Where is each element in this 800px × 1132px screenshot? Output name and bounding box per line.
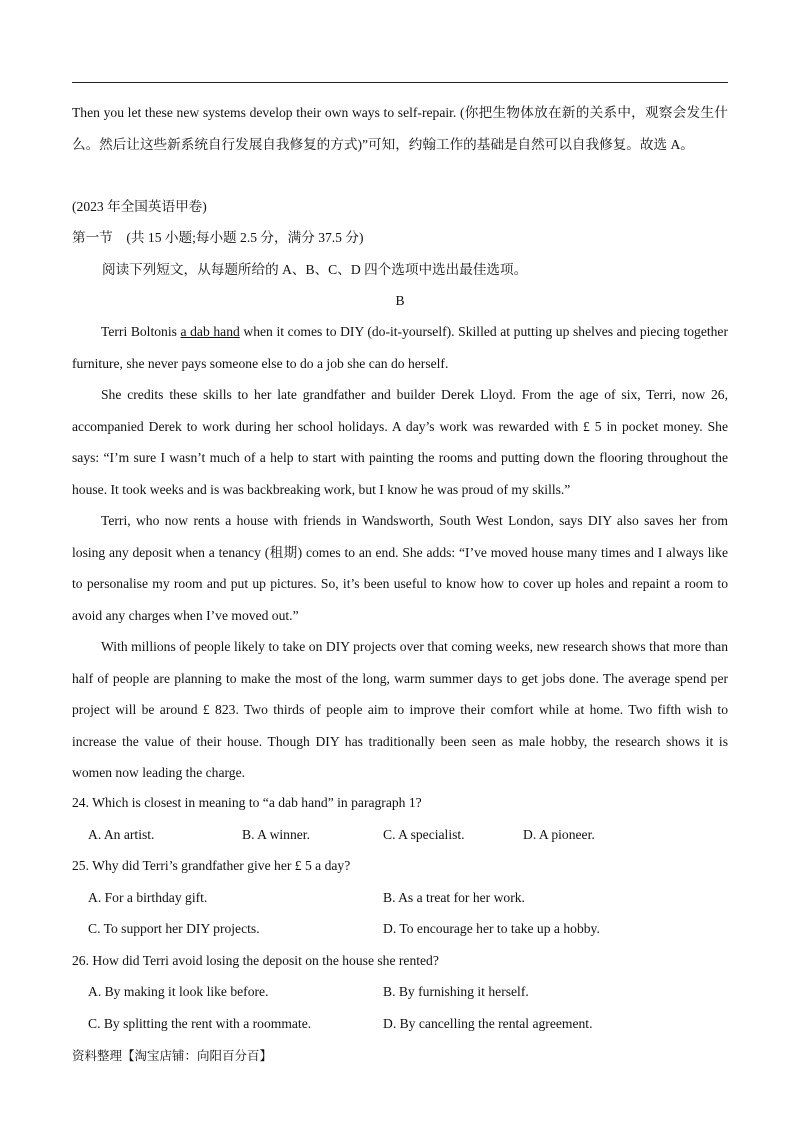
instructions: 阅读下列短文，从每题所给的 A、B、C、D 四个选项中选出最佳选项。: [102, 262, 528, 277]
passage-letter: B: [395, 293, 405, 308]
q26-option-b: B. By furnishing it herself.: [383, 984, 529, 999]
section-heading: 第一节 (共 15 小题;每小题 2.5 分，满分 37.5 分): [72, 230, 364, 245]
question-24-stem: 24. Which is closest in meaning to “a dab hand” in paragraph 1?: [72, 795, 422, 810]
q25-option-b: B. As a treat for her work.: [383, 890, 525, 905]
footer-note: 资料整理【淘宝店铺：向阳百分百】: [72, 1048, 273, 1063]
passage-paragraph-2: She credits these skills to her late grandfather and builder Derek Lloyd. From the age of six, Terri, now 26, accompanied Derek to work during her school holidays. A day’s work was rewarded with £ 5 in pocket money. She says: “I’m sure I wasn’t much of a help to start with painting the rooms and putting down the flooring throughout the house. It took weeks and is was backbreaking work, but I know he was proud of my skills.”: [72, 387, 728, 497]
q26-option-a: A. By making it look like before.: [88, 984, 269, 999]
q24-option-a: A. An artist.: [88, 827, 155, 842]
passage-paragraph-3: Terri, who now rents a house with friends in Wandsworth, South West London, says DIY also saves her from losing any deposit when a tenancy (租期) comes to an end. She adds: “I’ve moved house many times and I always like to personalise my room and put up pictures. So, it’s been useful to know how to cover up holes and repaint a room to avoid any charges when I’ve moved out.”: [72, 513, 728, 623]
passage-paragraph-1: [72, 316, 728, 379]
intro-paragraph: Then you let these new systems develop their own ways to self-repair. (你把生物体放在新的关系中，观察会发生什么。然后让这些新系统自行发展自我修复的方式)”可知，约翰工作的基础是自然可以自我修复。故选 A。: [72, 105, 728, 152]
p1-text-start: Terri Boltonis: [101, 324, 181, 339]
q25-option-a: A. For a birthday gift.: [88, 890, 208, 905]
q24-option-d: D. A pioneer.: [523, 827, 595, 842]
question-26-stem: 26. How did Terri avoid losing the deposit on the house she rented?: [72, 953, 439, 968]
q24-option-c: C. A specialist.: [383, 827, 465, 842]
q25-option-c: C. To support her DIY projects.: [88, 921, 260, 936]
underlined-phrase: a dab hand: [180, 324, 240, 339]
exam-source: (2023 年全国英语甲卷): [72, 199, 207, 214]
question-25-stem: 25. Why did Terri’s grandfather give her £ 5 a day?: [72, 858, 351, 873]
p1-text-end: when it comes to DIY (do-it-yourself). Skilled at putting up shelves and piecing together furniture, she never pays someone else to do a job she can do herself.: [72, 324, 728, 371]
top-divider: [72, 82, 728, 83]
q26-option-c: C. By splitting the rent with a roommate.: [88, 1016, 312, 1031]
passage-paragraph-4: With millions of people likely to take on DIY projects over that coming weeks, new research shows that more than half of people are planning to make the most of the long, warm summer days to get jobs done. The average spend per project will be around £ 823. Two thirds of people aim to improve their comfort while at home. Two fifth wish to increase the value of their house. Though DIY has traditionally been seen as male hobby, the research shows it is women now leading the charge.: [72, 639, 728, 780]
q26-option-d: D. By cancelling the rental agreement.: [383, 1016, 593, 1031]
q24-option-b: B. A winner.: [242, 827, 310, 842]
q25-option-d: D. To encourage her to take up a hobby.: [383, 921, 600, 936]
